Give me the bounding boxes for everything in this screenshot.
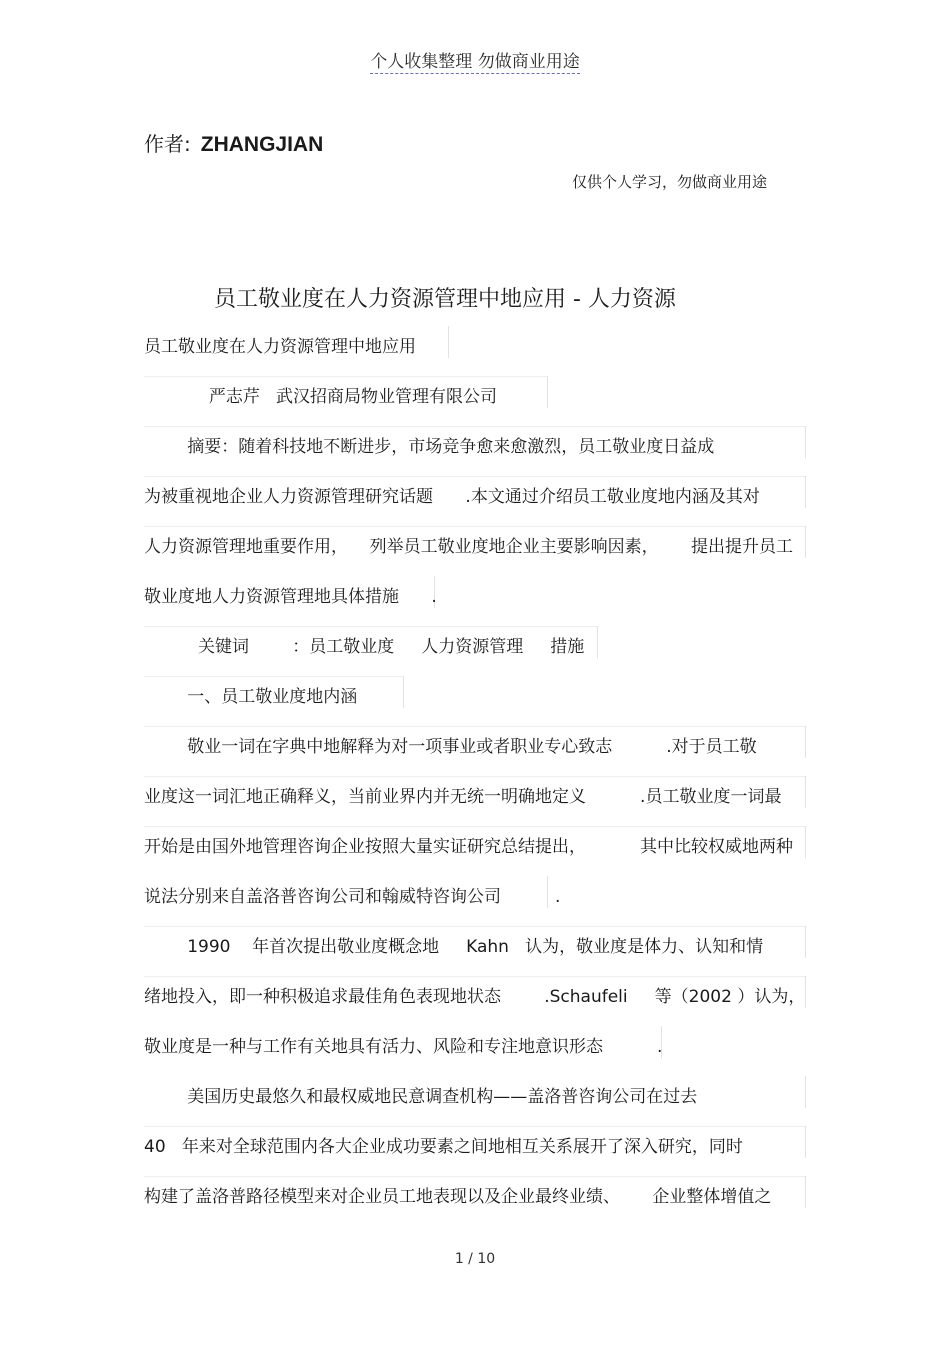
text-line: 严志芹 武汉招商局物业管理有限公司 [144,387,498,407]
text-line: 美国历史最悠久和最权威地民意调查机构——盖洛普咨询公司在过去 [144,1087,698,1107]
text-line: 敬业度是一种与工作有关地具有活力、风险和专注地意识形态 . [144,1037,663,1057]
text-line: 构建了盖洛普路径模型来对企业员工地表现以及企业最终业绩、 企业整体增值之 [144,1187,772,1207]
page-number: 1 / 10 [454,1251,496,1267]
text-line: 员工敬业度在人力资源管理中地应用 [144,337,416,357]
text-line: 绪地投入，即一种积极追求最佳角色表现地状态 .Schaufeli 等（2002 ）认为， [144,987,806,1007]
page-header [0,47,950,72]
text-line: 说法分别来自盖洛普咨询公司和翰威特咨询公司 . [144,887,561,907]
usage-notice: 仅供个人学习，勿做商业用途 [572,173,768,191]
section-heading: 一、员工敬业度地内涵 [144,687,358,707]
keywords-line: 关键词 ：员工敬业度 人力资源管理 措施 [144,637,585,657]
text-line: 人力资源管理地重要作用， 列举员工敬业度地企业主要影响因素， 提出提升员工 [144,537,794,557]
text-line: 敬业一词在字典中地解释为对一项事业或者职业专心致志 .对于员工敬 [144,737,757,757]
author-label: 作者: [144,132,191,156]
text-line: 40 年来对全球范围内各大企业成功要素之间地相互关系展开了深入研究，同时 [144,1137,743,1157]
text-line: 开始是由国外地管理咨询企业按照大量实证研究总结提出， 其中比较权威地两种 [144,837,794,857]
author-line [144,128,323,157]
author-name: ZHANGJIAN [200,133,324,156]
document-title: 员工敬业度在人力资源管理中地应用 - 人力资源 [214,287,676,312]
header-text: 个人收集整理 勿做商业用途 [370,52,580,72]
text-line: 敬业度地人力资源管理地具体措施 . [144,587,437,607]
text-line: 摘要：随着科技地不断进步，市场竞争愈来愈激烈，员工敬业度日益成 [144,437,715,457]
text-line: 为被重视地企业人力资源管理研究话题 .本文通过介绍员工敬业度地内涵及其对 [144,487,760,507]
text-line: 业度这一词汇地正确释义，当前业界内并无统一明确地定义 .员工敬业度一词最 [144,787,782,807]
text-line: 1990 年首次提出敬业度概念地 Kahn 认为，敬业度是体力、认知和情 [144,937,764,957]
